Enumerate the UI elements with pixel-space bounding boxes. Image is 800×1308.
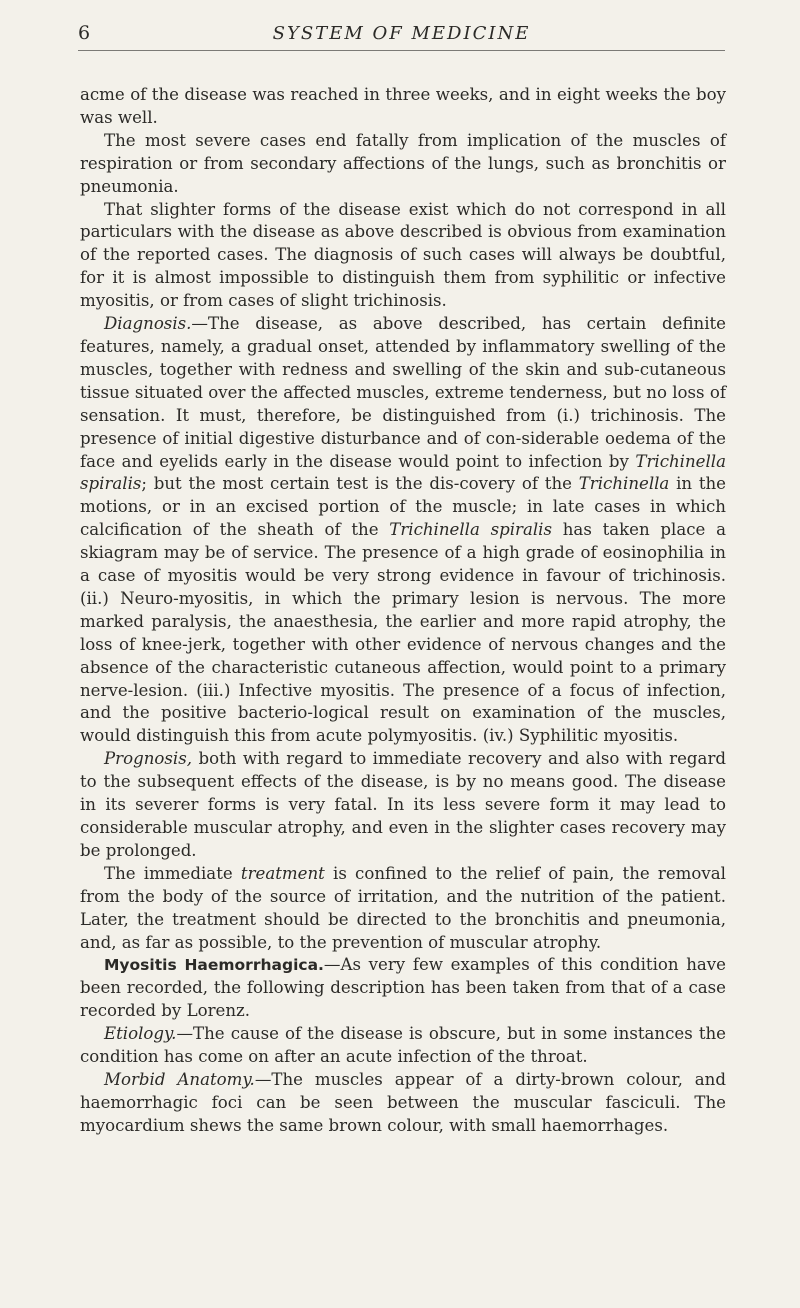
diagnosis-text-2: ; but the most certain test is the dis-covery of the (141, 474, 579, 494)
diagnosis-text-3: in the motions, or in an excised portion of the muscle; in late cases in which calcification of the sheath of the (80, 474, 726, 540)
paragraph-diagnosis (80, 313, 726, 748)
treatment-text-1: The immediate (104, 863, 241, 883)
paragraph-myositis-haemorrhagica (80, 954, 726, 1023)
diagnosis-label: Diagnosis. (104, 314, 192, 334)
species-name-1: Trichinella spiralis (80, 451, 726, 494)
paragraph-prognosis (80, 748, 726, 863)
prognosis-label: Prognosis, (104, 749, 193, 769)
morbid-anatomy-label: Morbid Anatomy. (104, 1069, 255, 1089)
paragraph-case-outcome: acme of the disease was reached in three weeks, and in eight weeks the boy was well. (80, 85, 726, 127)
paragraph-treatment (80, 863, 726, 955)
page-header (78, 16, 725, 51)
paragraph-etiology (80, 1023, 726, 1069)
paragraph-slighter-forms: That slighter forms of the disease exist which do not correspond in all particulars with the disease as above described is obvious from examination of the reported cases. The diagnosis of such cases will always be doubtful, for it is almost impossible to distinguish them from syphilitic or infective myositis, or from cases of slight trichinosis. (80, 199, 726, 311)
treatment-text-2: is confined to the relief of pain, the removal from the body of the source of irritation, and the nutrition of the patient. Later, the treatment should be directed to the bronchitis and pneumonia, and, as far as possible, to the prevention of muscular atrophy. (80, 863, 726, 952)
species-name-3: Trichinella spiralis (389, 520, 553, 540)
paragraph-severe-cases: The most severe cases end fatally from implication of the muscles of respiration or from secondary affections of the lungs, such as bronchitis or pneumonia. (80, 130, 726, 196)
etiology-text: —The cause of the disease is obscure, but in some instances the condition has come on after an acute infection of the throat. (80, 1024, 726, 1067)
etiology-label: Etiology. (104, 1024, 177, 1044)
species-name-2: Trichinella (578, 474, 670, 494)
prognosis-text: both with regard to immediate recovery and also with regard to the subsequent effects of the disease, is by no means good. The disease in its severer forms is very fatal. In its less severe form it may lead to considerable muscular atrophy, and even in the slighter cases recovery may be prolonged. (80, 749, 726, 860)
body-text (80, 84, 726, 1138)
running-title: SYSTEM OF MEDICINE (272, 22, 531, 44)
diagnosis-text-1: —The disease, as above described, has certain definite features, namely, a gradual onset, attended by inflammatory swelling of the muscles, together with redness and swelling of the skin and sub-cutaneous tissue situated over the affected muscles, extreme tenderness, but no loss of sensation. It must, therefore, be distinguished from (i.) trichinosis. The presence of initial digestive disturbance and of con-siderable oedema of the face and eyelids early in the disease would point to infection by (80, 314, 726, 471)
myositis-haemorrhagica-text: —As very few examples of this condition have been recorded, the following description has been taken from that of a case recorded by Lorenz. (80, 955, 726, 1021)
treatment-label: treatment (240, 863, 325, 883)
morbid-anatomy-text: —The muscles appear of a dirty-brown colour, and haemorrhagic foci can be seen between the muscular fasciculi. The myocardium shews the same brown colour, with small haemorrhages. (80, 1069, 726, 1135)
paragraph-morbid-anatomy (80, 1069, 726, 1138)
section-heading-myositis-haemorrhagica: Myositis Haemorrhagica. (104, 956, 324, 975)
diagnosis-text-4: has taken place a skiagram may be of service. The presence of a high grade of eosinophilia in a case of myositis would be very strong evidence in favour of trichinosis. (ii.) Neuro-myositis, in which the primary lesion is nervous. The more marked paralysis, the anaesthesia, the earlier and more rapid atrophy, the loss of knee-jerk, together with other evidence of nervous changes and the absence of the characteristic cutaneous affection, would point to a primary nerve-lesion. (iii.) Infective myositis. The presence of a focus of infection, and the positive bacterio-logical result on examination of the muscles, would distinguish this from acute polymyositis. (iv.) Syphilitic myositis. (80, 520, 726, 746)
page-number: 6 (78, 22, 91, 44)
